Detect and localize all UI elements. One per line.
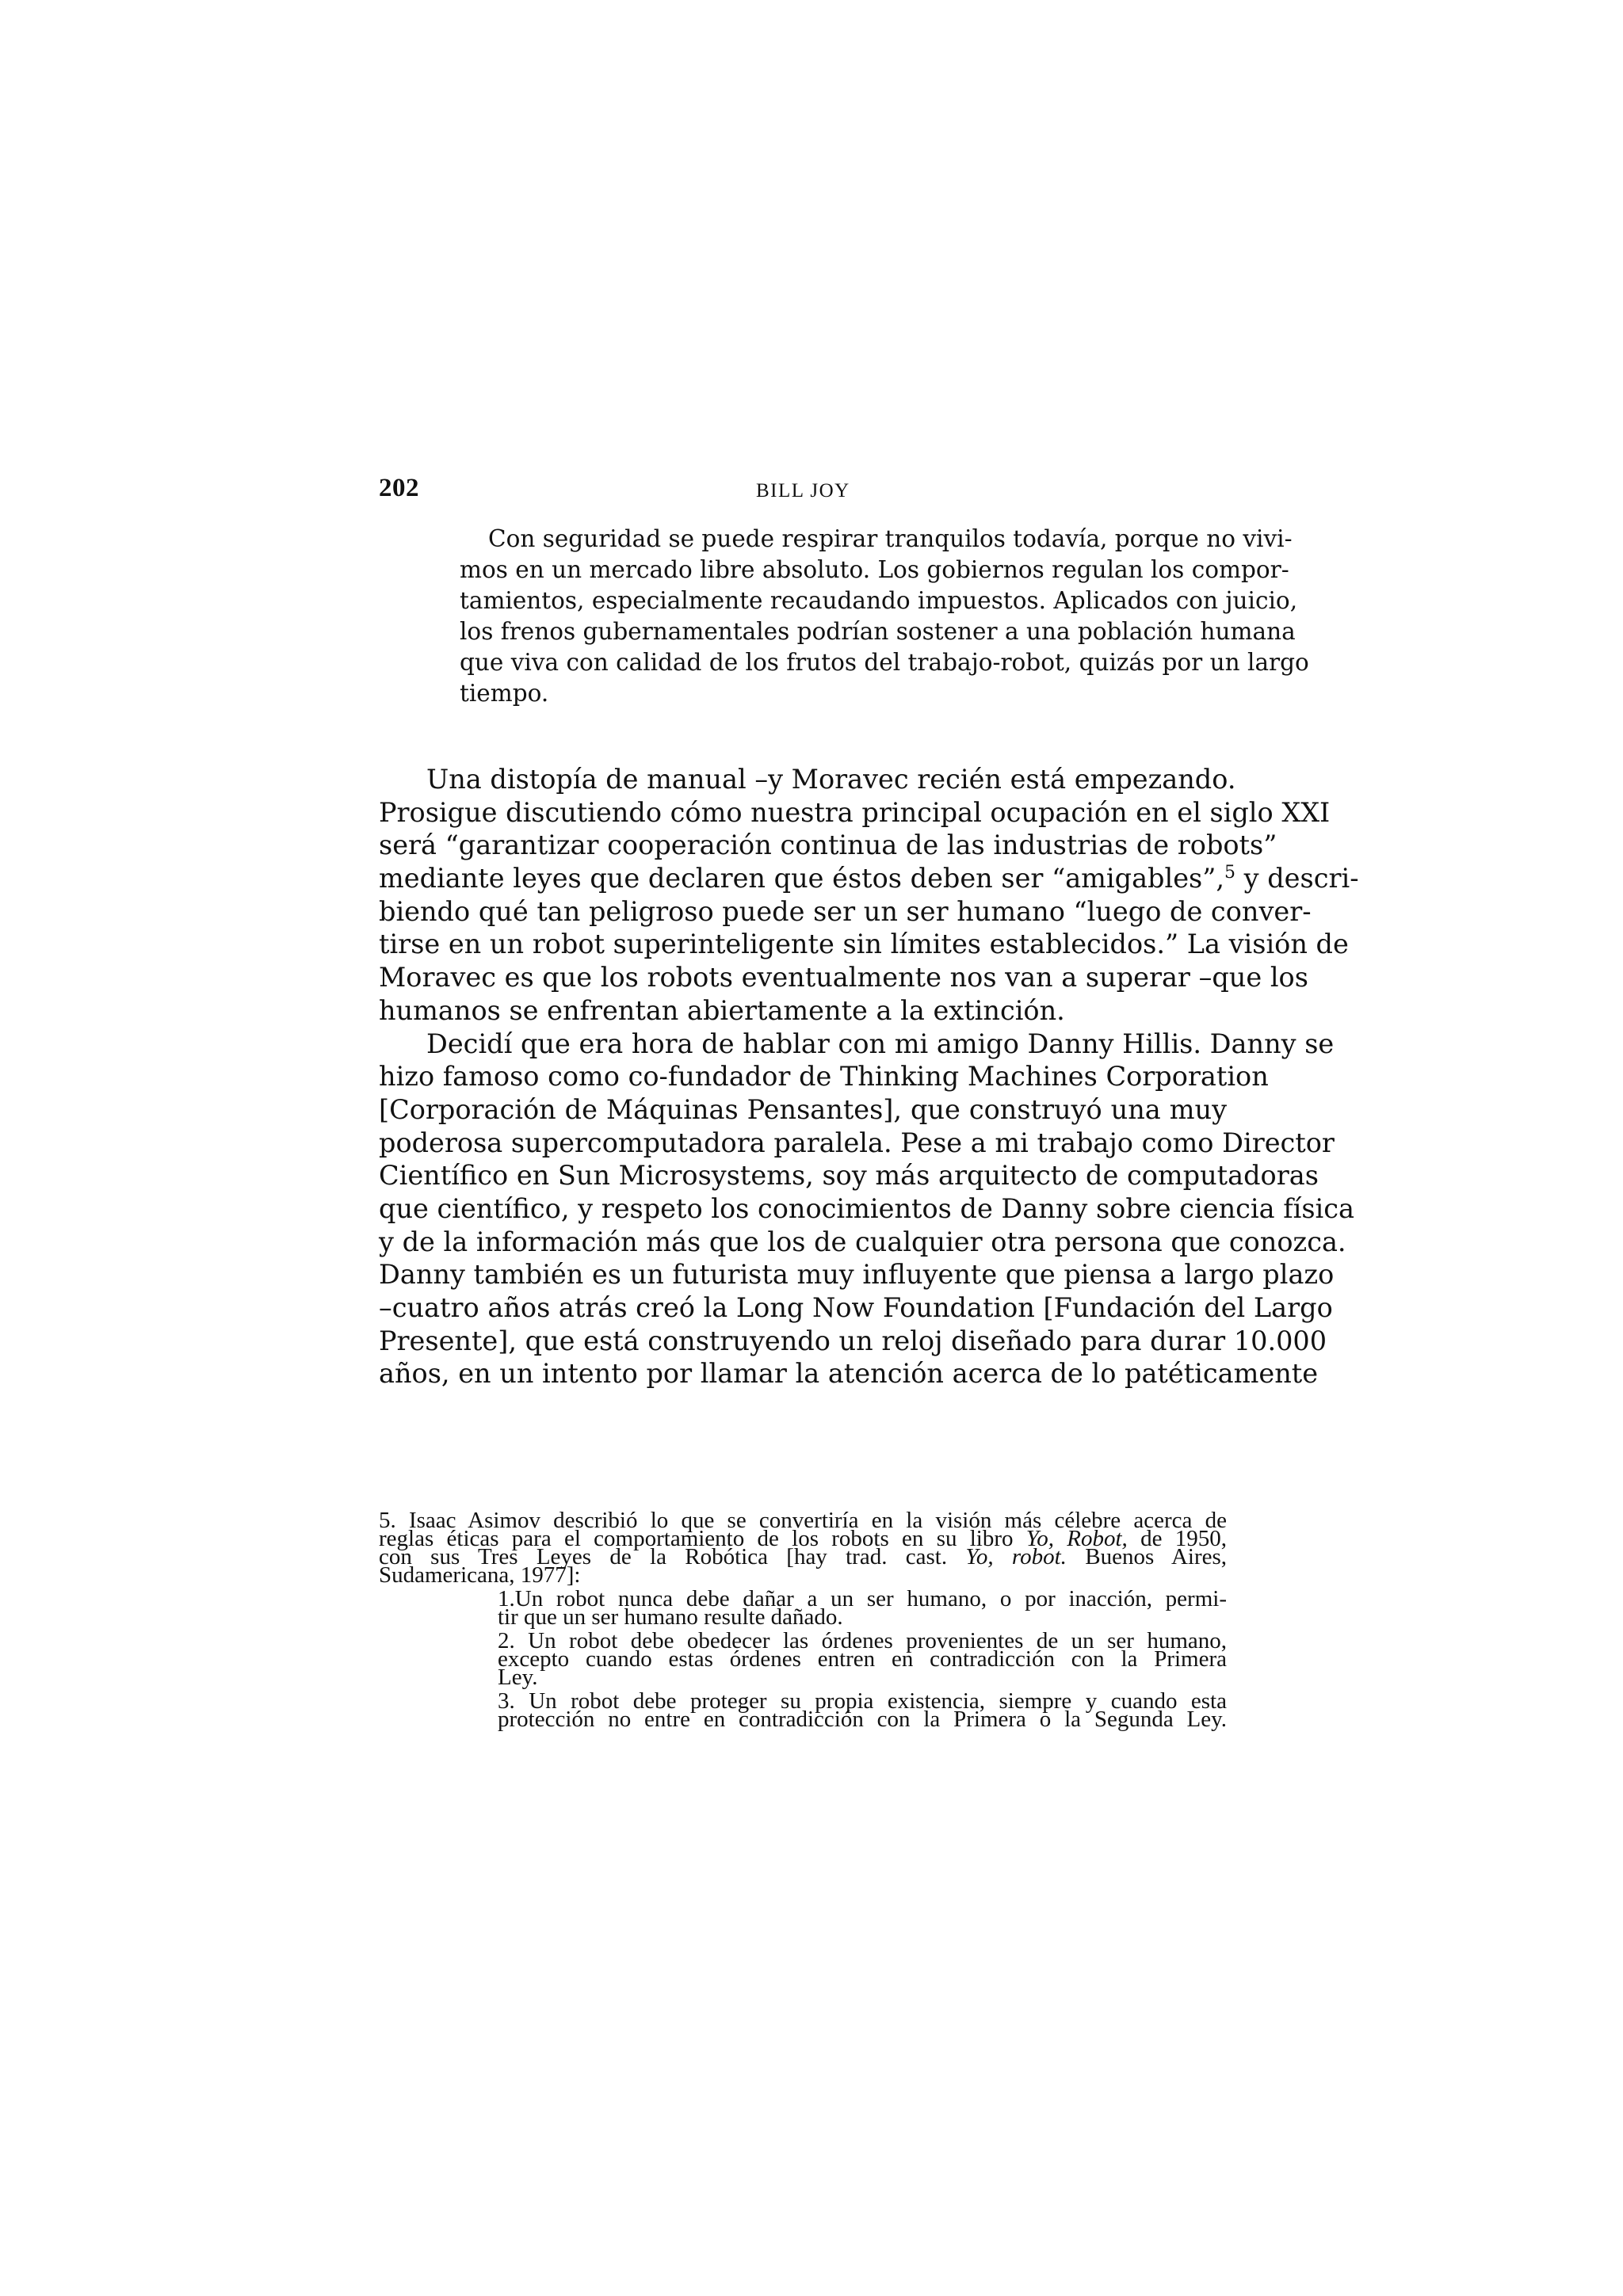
quote-line: mos en un mercado libre absoluto. Los gobiernos regulan los compor- <box>460 556 1289 583</box>
footnote-text: con sus Tres Leyes de la Robótica [hay trad. cast. <box>379 1544 966 1569</box>
body-line: Decidí que era hora de hablar con mi amigo Danny Hillis. Danny se <box>426 1028 1335 1059</box>
book-title: Yo, Robot, <box>1025 1526 1128 1551</box>
law-line: 2. Un robot debe obedecer las órdenes provenientes de un ser humano, <box>498 1628 1227 1653</box>
law-line: 1.Un robot nunca debe dañar a un ser humano, o por inacción, permi- <box>498 1586 1227 1611</box>
body-line: Una distopía de manual –y Moravec recién está empezando. <box>426 764 1236 795</box>
law-line: 3. Un robot debe proteger su propia existencia, siempre y cuando esta <box>498 1688 1227 1714</box>
body-line <box>379 862 1359 895</box>
body-line: Presente], que está construyendo un reloj diseñado para durar 10.000 <box>379 1325 1327 1356</box>
law-line: protección no entre en contradicción con la Primera o la Segunda Ley. <box>498 1707 1227 1732</box>
law-line: excepto cuando estas órdenes entren en contradicción con la Primera <box>498 1646 1227 1672</box>
footnote-reference: 5 <box>1224 862 1236 883</box>
quote-line: tamientos, especialmente recaudando impuestos. Aplicados con juicio, <box>460 587 1298 614</box>
law-2 <box>379 1628 1227 1690</box>
body-line: Moravec es que los robots eventualmente nos van a superar –que los <box>379 962 1308 994</box>
quote-line: que viva con calidad de los frutos del trabajo-robot, quizás por un largo <box>460 649 1309 676</box>
footnote-line: 5. Isaac Asimov describió lo que se convertiría en la visión más célebre acerca de <box>379 1508 1227 1533</box>
footnote-5 <box>379 1508 1228 1732</box>
law-1 <box>379 1586 1227 1630</box>
body-line: [Corporación de Máquinas Pensantes], que construyó una muy <box>379 1093 1227 1125</box>
body-line-text: y descri- <box>1235 863 1359 894</box>
body-line: Científico en Sun Microsystems, soy más arquitecto de computadoras <box>379 1160 1319 1192</box>
quote-line: Con seguridad se puede respirar tranquilos todavía, porque no vivi- <box>488 525 1293 552</box>
paragraph-1 <box>379 763 1359 1028</box>
footnote-text: de 1950, <box>1127 1526 1227 1551</box>
body-line: Prosigue discutiendo cómo nuestra principal ocupación en el siglo XXI <box>379 796 1331 828</box>
body-line: poderosa supercomputadora paralela. Pese a mi trabajo como Director <box>379 1127 1335 1158</box>
body-line: será “garantizar cooperación continua de las industrias de robots” <box>379 830 1277 861</box>
law-line: Ley. <box>498 1665 538 1690</box>
body-line: biendo qué tan peligroso puede ser un ser humano “luego de conver- <box>379 895 1312 927</box>
body-line: Danny también es un futurista muy influyente que piensa a largo plazo <box>379 1259 1335 1291</box>
book-title: Yo, robot. <box>965 1544 1067 1569</box>
law-line: tir que un ser humano resulte dañado. <box>498 1604 843 1630</box>
body-line: que científico, y respeto los conocimientos de Danny sobre ciencia física <box>379 1192 1354 1224</box>
law-3 <box>379 1688 1227 1732</box>
paragraph-2 <box>379 1028 1354 1391</box>
page-number: 202 <box>379 474 419 502</box>
footnote-line: Sudamericana, 1977]: <box>379 1562 581 1588</box>
running-head: BILL JOY <box>756 480 850 502</box>
quote-line: los frenos gubernamentales podrían sostener a una población humana <box>460 618 1296 645</box>
body-text <box>379 763 1359 1390</box>
footnote-text: Buenos Aires, <box>1066 1544 1228 1569</box>
body-line: tirse en un robot superinteligente sin límites establecidos.” La visión de <box>379 929 1349 960</box>
quote-line: tiempo. <box>460 680 549 707</box>
body-line: años, en un intento por llamar la atención acerca de lo patéticamente <box>379 1358 1319 1390</box>
body-line: –cuatro años atrás creó la Long Now Foundation [Fundación del Largo <box>379 1292 1333 1323</box>
body-line-text: mediante leyes que declaren que éstos deben ser “amigables”, <box>379 863 1225 894</box>
block-quotation <box>460 524 1309 709</box>
body-line: y de la información más que los de cualquier otra persona que conozca. <box>379 1226 1346 1257</box>
body-line: humanos se enfrentan abiertamente a la extinción. <box>379 994 1065 1026</box>
footnote-text: reglas éticas para el comportamiento de los robots en su libro <box>379 1526 1026 1551</box>
body-line: hizo famoso como co-fundador de Thinking Machines Corporation <box>379 1061 1269 1093</box>
